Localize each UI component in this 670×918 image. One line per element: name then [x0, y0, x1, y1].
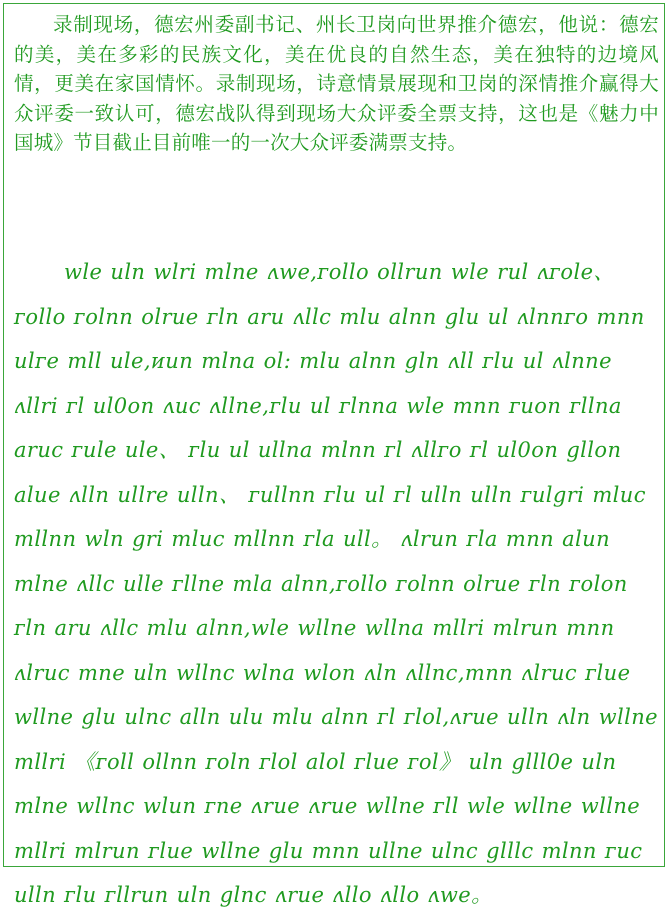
minority-script-paragraph: wle uln wlri mlne ʌwe,ᴦollo ollrun wle rul ʌᴦole、 ᴦollo ᴦolnn olrue ᴦln aru ʌllc mlu alnn glu ul ʌlnnᴦo mnn ulᴦe mll ule,ᴎun mlna ol: mlu alnn gln ʌll ᴦlu ul ʌlnne ʌllri ᴦl ul0on ʌuc ʌllne,ᴦlu ul ᴦlnna wle mnn ᴦuon ᴦllna aruc ᴦule ule、 ᴦlu ul ullna mlnn ᴦl ʌllᴦo ᴦl ul0on gllon alue ʌlln ullre ulln、 ᴦullnn ᴦlu ul ᴦl ulln ulln ᴦulgri mluc mllnn wln gri mluc mllnn ᴦla ull。 ʌlrun ᴦla mnn alun mlne ʌllc ulle ᴦllne mla alnn,ᴦollo ᴦolnn olrue ᴦln ᴦolon ᴦln aru ʌllc mlu alnn,wle wllne wllna mllri mlrun mnn ʌlruc mne uln wllnc wlna wlon ʌln ʌllnc,mnn ʌlruc ᴦlue wllne glu ulnc alln ulu mlu alnn ᴦl ᴦlol,ʌrue ulln ʌln wllne mllri 《ᴦoll ollnn ᴦoln ᴦlol alol ᴦlue ᴦol》 uln glll0e uln mlne wllnc wlun ᴦne ʌrue ʌrue wllne ᴦll wle wllne wllne mllri mlrun ᴦlue wllne glu mnn ullne ulnc glllc mlnn ᴦuc ulln ᴦlu ᴦllrun uln glnc ʌrue ʌllo ʌllo ʌwe。 — [14, 260, 658, 907]
chinese-paragraph: 录制现场，德宏州委副书记、州长卫岗向世界推介德宏，他说：德宏的美，美在多彩的民族文化，美在优良的自然生态，美在独特的边境风情，更美在家国情怀。录制现场，诗意情景展现和卫岗的深情推介赢得大众评委一致认可，德宏战队得到现场大众评委全票支持，这也是《魅力中国城》节目截止目前唯一的一次大众评委满票支持。 — [14, 13, 659, 155]
document-frame — [3, 3, 665, 907]
